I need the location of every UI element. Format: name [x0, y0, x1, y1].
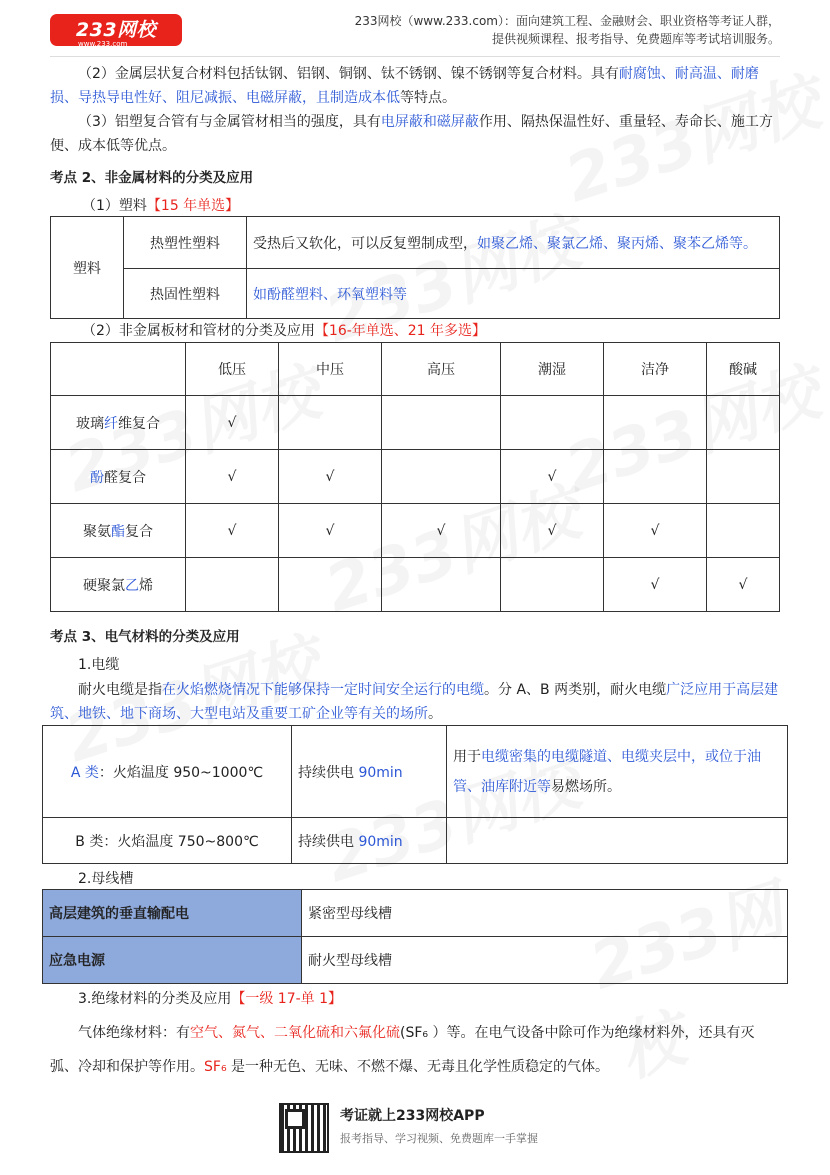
check-cell [382, 558, 501, 612]
text: 气体绝缘材料：有 [78, 1025, 190, 1041]
text: 持续供电 [298, 764, 359, 781]
brand-logo-url: www.233.com [78, 40, 128, 48]
check-cell [279, 396, 382, 450]
busway-value-cell: 耐火型母线槽 [302, 937, 788, 984]
exam-tag: 【15 年单选】 [146, 198, 240, 214]
board-table [50, 342, 780, 612]
text: 是一种无色、无味、不燃不爆、无毒且化学性质稳定的气体。 [226, 1059, 610, 1075]
header-cell: 中压 [279, 343, 382, 396]
cable-duration-cell [292, 818, 447, 864]
header-line-1: 233网校（www.233.com）：面向建筑工程、金融财会、职业资格等考证人群， [354, 14, 780, 28]
plastic-table [50, 216, 780, 319]
table-row [51, 558, 780, 612]
highlight-text: 如聚乙烯、聚氯乙烯、聚丙烯、聚苯乙烯等。 [477, 235, 757, 252]
busway-table [42, 889, 788, 984]
text: 维复合 [118, 415, 160, 432]
qr-code[interactable] [279, 1103, 329, 1153]
material-name-cell [51, 504, 186, 558]
text: 用于 [453, 748, 481, 765]
text: （1）塑料 [82, 198, 147, 214]
text: 。分 A、B 两类别，耐火电缆 [484, 682, 667, 698]
table-row [43, 890, 788, 937]
highlight-text: 酚 [90, 469, 104, 486]
highlight-text: 电屏蔽和磁屏蔽 [380, 114, 479, 130]
table-row [51, 504, 780, 558]
header-cell: 洁净 [604, 343, 707, 396]
check-cell [501, 396, 604, 450]
exam-tag: 【一级 17-单 1】 [231, 991, 343, 1007]
text: 易燃场所。 [551, 778, 621, 795]
header-cell: 低压 [186, 343, 279, 396]
check-cell [382, 396, 501, 450]
qr-finder [285, 1109, 305, 1129]
text: ：火焰温度 950~1000℃ [98, 764, 264, 781]
table-row [43, 818, 788, 864]
insulation-paragraph [50, 1016, 780, 1084]
table-row [43, 937, 788, 984]
highlight-text: 纤 [104, 415, 118, 432]
check-cell [707, 504, 780, 558]
check-cell: √ [501, 450, 604, 504]
cable-class-cell [43, 726, 292, 818]
check-cell: √ [707, 558, 780, 612]
check-cell [604, 396, 707, 450]
section-3-title: 考点 3、电气材料的分类及应用 [50, 629, 240, 645]
exam-tag: 【16-年单选、21 年多选】 [314, 323, 487, 339]
table-header-row [51, 343, 780, 396]
check-cell: √ [604, 558, 707, 612]
highlight-text: 在火焰燃烧情况下能够保持一定时间安全运行的电缆 [162, 682, 484, 698]
table-row [43, 726, 788, 818]
check-cell: √ [604, 504, 707, 558]
header-cell [51, 343, 186, 396]
header-divider [50, 56, 780, 57]
cable-label: 1.电缆 [78, 657, 120, 673]
check-cell [707, 396, 780, 450]
paragraph-aluminum-plastic [50, 110, 780, 158]
cable-usage-cell [447, 818, 788, 864]
plastic-desc-cell [247, 269, 780, 319]
highlight-text: 90min [358, 764, 403, 781]
plastic-label [82, 195, 239, 215]
text: 醛复合 [104, 469, 146, 486]
check-cell [501, 558, 604, 612]
text: （2）非金属板材和管材的分类及应用 [82, 323, 315, 339]
check-cell: √ [186, 450, 279, 504]
busway-key-cell: 高层建筑的垂直输配电 [43, 890, 302, 937]
text: （3）铝塑复合管有与金属管材相当的强度，具有 [78, 114, 381, 130]
board-label [82, 320, 486, 340]
busway-value-cell: 紧密型母线槽 [302, 890, 788, 937]
cable-usage-cell [447, 726, 788, 818]
text: B 类：火焰温度 750~800℃ [75, 833, 259, 850]
material-name-cell [51, 396, 186, 450]
text: 受热后又软化，可以反复塑制成型， [253, 235, 477, 252]
cable-class-cell [43, 818, 292, 864]
paragraph-metal-layered [50, 62, 780, 110]
check-cell: √ [186, 396, 279, 450]
header-cell: 潮湿 [501, 343, 604, 396]
text: 持续供电 [298, 833, 359, 850]
cable-table [42, 725, 788, 864]
highlight-text: 耐腐蚀、耐高温、耐磨损、导热导电性好、阻尼减振、电磁屏蔽，且制造成本低 [50, 66, 759, 106]
check-cell: √ [186, 504, 279, 558]
plastic-group-cell: 塑料 [51, 217, 124, 319]
header-cell: 高压 [382, 343, 501, 396]
highlight-text: A 类 [70, 764, 99, 781]
brand-logo[interactable]: 233网校 [50, 14, 182, 46]
busway-key-cell: 应急电源 [43, 937, 302, 984]
table-row [51, 396, 780, 450]
text: 聚氨 [83, 523, 111, 540]
text: 硬聚氯 [83, 577, 125, 594]
text: 复合 [125, 523, 153, 540]
check-cell [279, 558, 382, 612]
text: (SF₆ ）等。在电气设备中除可作为绝缘材料外，还具有灭弧、冷却和保护等作用。 [50, 1025, 755, 1075]
check-cell [604, 450, 707, 504]
footer-subtitle: 报考指导、学习视频、免费题库一手掌握 [340, 1132, 538, 1145]
check-cell [707, 450, 780, 504]
cable-duration-cell [292, 726, 447, 818]
highlight-text: 90min [358, 833, 403, 850]
plastic-type-cell: 热塑性塑料 [124, 217, 247, 269]
check-cell: √ [501, 504, 604, 558]
highlight-text: 空气、氮气、二氧化硫和六氟化硫 [190, 1025, 400, 1041]
text: 。 [428, 706, 442, 722]
check-cell: √ [279, 504, 382, 558]
header-line-2: 提供视频课程、报考指导、免费题库等考试培训服务。 [491, 32, 780, 46]
text: 耐火电缆是指 [78, 682, 162, 698]
highlight-text: 如酚醛塑料、环氧塑料等 [253, 286, 407, 303]
busway-label: 2.母线槽 [78, 871, 134, 887]
header-cell: 酸碱 [707, 343, 780, 396]
text: 烯 [139, 577, 153, 594]
footer-title: 考证就上233网校APP [340, 1108, 485, 1124]
check-cell: √ [382, 504, 501, 558]
plastic-type-cell: 热固性塑料 [124, 269, 247, 319]
highlight-text: 电缆密集的电缆隧道、电缆夹层中，或位于油管、油库附近等 [453, 748, 761, 795]
highlight-text: 酯 [111, 523, 125, 540]
insulation-label [78, 988, 342, 1008]
material-name-cell [51, 450, 186, 504]
material-name-cell [51, 558, 186, 612]
highlight-text: 广泛应用于高层建筑、地铁、地下商场、大型电站及重要工矿企业等有关的场所 [50, 682, 779, 722]
highlight-text: SF₆ [204, 1059, 227, 1075]
check-cell [382, 450, 501, 504]
cable-paragraph [50, 678, 780, 726]
highlight-text: 乙 [125, 577, 139, 594]
text: 玻璃 [76, 415, 104, 432]
plastic-desc-cell [247, 217, 780, 269]
section-2-title: 考点 2、非金属材料的分类及应用 [50, 170, 254, 186]
text: 等特点。 [400, 90, 456, 106]
table-row [51, 450, 780, 504]
text: 作用、隔热保温性好、重量轻、寿命长、施工方便、成本低等优点。 [50, 114, 773, 154]
header-description [310, 12, 780, 48]
text: 3.绝缘材料的分类及应用 [78, 991, 232, 1007]
check-cell: √ [279, 450, 382, 504]
text: （2）金属层状复合材料包括钛钢、铝钢、铜钢、钛不锈钢、镍不锈钢等复合材料。具有 [78, 66, 619, 82]
check-cell [186, 558, 279, 612]
